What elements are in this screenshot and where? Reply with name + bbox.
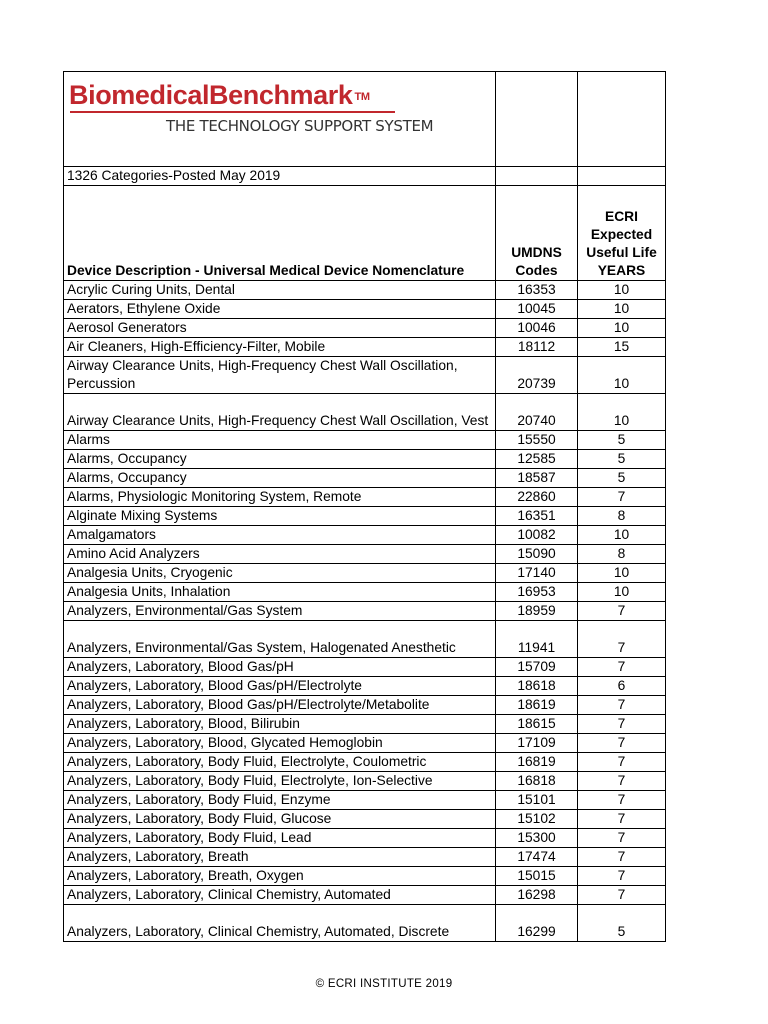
device-description-cell: Analyzers, Laboratory, Clinical Chemistry, Automated, Discrete	[64, 905, 496, 942]
table-row	[64, 431, 666, 450]
table-row	[64, 810, 666, 829]
table-row	[64, 450, 666, 469]
useful-life-cell: 10	[578, 357, 666, 394]
useful-life-cell: 5	[578, 431, 666, 450]
umdns-code-cell: 16298	[496, 886, 578, 905]
umdns-code-cell: 15709	[496, 658, 578, 677]
umdns-code-cell: 18615	[496, 715, 578, 734]
device-description-cell: Analyzers, Laboratory, Body Fluid, Glucose	[64, 810, 496, 829]
device-description-cell: Analyzers, Laboratory, Blood Gas/pH	[64, 658, 496, 677]
useful-life-cell: 7	[578, 696, 666, 715]
table-row	[64, 772, 666, 791]
device-life-table	[63, 71, 666, 942]
useful-life-cell: 7	[578, 848, 666, 867]
umdns-code-cell: 10082	[496, 526, 578, 545]
device-description-cell: Analyzers, Laboratory, Blood, Bilirubin	[64, 715, 496, 734]
device-description-cell: Amino Acid Analyzers	[64, 545, 496, 564]
umdns-code-cell: 16818	[496, 772, 578, 791]
umdns-code-cell: 15015	[496, 867, 578, 886]
logo-trademark: TM	[354, 91, 370, 103]
table-row	[64, 848, 666, 867]
table-row	[64, 867, 666, 886]
device-description-cell: Analyzers, Laboratory, Blood Gas/pH/Electrolyte/Metabolite	[64, 696, 496, 715]
useful-life-cell: 5	[578, 450, 666, 469]
table-row	[64, 564, 666, 583]
umdns-code-cell: 22860	[496, 488, 578, 507]
table-row	[64, 602, 666, 621]
table-row	[64, 677, 666, 696]
table-row	[64, 507, 666, 526]
device-description-cell: Analyzers, Laboratory, Blood Gas/pH/Electrolyte	[64, 677, 496, 696]
table-row	[64, 545, 666, 564]
biomedical-benchmark-logo	[64, 72, 495, 135]
umdns-code-cell: 16819	[496, 753, 578, 772]
useful-life-cell: 10	[578, 394, 666, 431]
umdns-code-cell: 17140	[496, 564, 578, 583]
device-description-cell: Analgesia Units, Inhalation	[64, 583, 496, 602]
useful-life-cell: 7	[578, 602, 666, 621]
umdns-code-cell: 18112	[496, 338, 578, 357]
column-header-codes: UMDNS Codes	[496, 186, 578, 281]
useful-life-cell: 15	[578, 338, 666, 357]
empty-cell	[578, 167, 666, 186]
empty-cell	[578, 72, 666, 167]
useful-life-cell: 10	[578, 281, 666, 300]
table-row	[64, 281, 666, 300]
umdns-code-cell: 17474	[496, 848, 578, 867]
umdns-code-cell: 12585	[496, 450, 578, 469]
device-description-cell: Analyzers, Laboratory, Body Fluid, Electrolyte, Coulometric	[64, 753, 496, 772]
table-row	[64, 753, 666, 772]
device-description-cell: Alginate Mixing Systems	[64, 507, 496, 526]
device-description-cell: Amalgamators	[64, 526, 496, 545]
umdns-code-cell: 15550	[496, 431, 578, 450]
table-row	[64, 357, 666, 394]
table-row	[64, 488, 666, 507]
umdns-code-cell: 15101	[496, 791, 578, 810]
useful-life-cell: 8	[578, 507, 666, 526]
useful-life-cell: 7	[578, 658, 666, 677]
useful-life-cell: 7	[578, 753, 666, 772]
logo-cell	[64, 72, 496, 167]
table-row	[64, 526, 666, 545]
useful-life-cell: 7	[578, 621, 666, 658]
useful-life-cell: 10	[578, 300, 666, 319]
device-description-cell: Alarms, Occupancy	[64, 450, 496, 469]
table-row	[64, 734, 666, 753]
umdns-code-cell: 16351	[496, 507, 578, 526]
device-description-cell: Analyzers, Laboratory, Breath	[64, 848, 496, 867]
umdns-code-cell: 18587	[496, 469, 578, 488]
useful-life-cell: 5	[578, 469, 666, 488]
column-header-description: Device Description - Universal Medical Device Nomenclature	[64, 186, 496, 281]
umdns-code-cell: 20739	[496, 357, 578, 394]
table-row	[64, 829, 666, 848]
category-note-row	[64, 167, 666, 186]
umdns-code-cell: 16953	[496, 583, 578, 602]
table-row	[64, 394, 666, 431]
table-row	[64, 300, 666, 319]
useful-life-cell: 7	[578, 734, 666, 753]
logo-row	[64, 72, 666, 167]
logo-rule	[70, 111, 395, 113]
useful-life-cell: 10	[578, 319, 666, 338]
umdns-code-cell: 16299	[496, 905, 578, 942]
table-row	[64, 715, 666, 734]
device-description-cell: Aerosol Generators	[64, 319, 496, 338]
umdns-code-cell: 16353	[496, 281, 578, 300]
useful-life-cell: 6	[578, 677, 666, 696]
device-description-cell: Air Cleaners, High-Efficiency-Filter, Mobile	[64, 338, 496, 357]
device-description-cell: Analgesia Units, Cryogenic	[64, 564, 496, 583]
useful-life-cell: 7	[578, 867, 666, 886]
umdns-code-cell: 18618	[496, 677, 578, 696]
device-description-cell: Analyzers, Laboratory, Body Fluid, Lead	[64, 829, 496, 848]
column-header-life: ECRI Expected Useful Life YEARS	[578, 186, 666, 281]
umdns-code-cell: 15102	[496, 810, 578, 829]
device-description-cell: Aerators, Ethylene Oxide	[64, 300, 496, 319]
empty-cell	[496, 72, 578, 167]
table-row	[64, 696, 666, 715]
table-row	[64, 621, 666, 658]
useful-life-cell: 10	[578, 564, 666, 583]
device-description-cell: Alarms, Occupancy	[64, 469, 496, 488]
device-description-cell: Analyzers, Environmental/Gas System, Halogenated Anesthetic	[64, 621, 496, 658]
table-row	[64, 583, 666, 602]
useful-life-cell: 7	[578, 791, 666, 810]
umdns-code-cell: 15300	[496, 829, 578, 848]
umdns-code-cell: 18619	[496, 696, 578, 715]
umdns-code-cell: 18959	[496, 602, 578, 621]
column-header-row	[64, 186, 666, 281]
device-description-cell: Analyzers, Laboratory, Body Fluid, Electrolyte, Ion-Selective	[64, 772, 496, 791]
table-row	[64, 886, 666, 905]
empty-cell	[496, 167, 578, 186]
device-description-cell: Alarms	[64, 431, 496, 450]
copyright-footer: © ECRI INSTITUTE 2019	[315, 978, 453, 990]
useful-life-cell: 7	[578, 829, 666, 848]
category-note: 1326 Categories-Posted May 2019	[64, 167, 496, 186]
useful-life-cell: 7	[578, 772, 666, 791]
device-description-cell: Acrylic Curing Units, Dental	[64, 281, 496, 300]
useful-life-cell: 7	[578, 488, 666, 507]
umdns-code-cell: 17109	[496, 734, 578, 753]
useful-life-cell: 7	[578, 886, 666, 905]
device-description-cell: Analyzers, Laboratory, Blood, Glycated Hemoglobin	[64, 734, 496, 753]
useful-life-cell: 7	[578, 715, 666, 734]
useful-life-cell: 8	[578, 545, 666, 564]
device-description-cell: Alarms, Physiologic Monitoring System, Remote	[64, 488, 496, 507]
table-row	[64, 658, 666, 677]
logo-title: BiomedicalBenchmark	[69, 80, 353, 110]
umdns-code-cell: 20740	[496, 394, 578, 431]
umdns-code-cell: 11941	[496, 621, 578, 658]
device-description-cell: Airway Clearance Units, High-Frequency Chest Wall Oscillation, Percussion	[64, 357, 496, 394]
table-row	[64, 905, 666, 942]
table-row	[64, 469, 666, 488]
logo-subtitle: THE TECHNOLOGY SUPPORT SYSTEM	[166, 117, 434, 135]
table-row	[64, 319, 666, 338]
umdns-code-cell: 10046	[496, 319, 578, 338]
useful-life-cell: 5	[578, 905, 666, 942]
device-description-cell: Analyzers, Laboratory, Body Fluid, Enzyme	[64, 791, 496, 810]
useful-life-cell: 10	[578, 526, 666, 545]
useful-life-cell: 7	[578, 810, 666, 829]
useful-life-cell: 10	[578, 583, 666, 602]
table-row	[64, 791, 666, 810]
umdns-code-cell: 15090	[496, 545, 578, 564]
umdns-code-cell: 10045	[496, 300, 578, 319]
device-description-cell: Analyzers, Laboratory, Breath, Oxygen	[64, 867, 496, 886]
table-row	[64, 338, 666, 357]
device-description-cell: Analyzers, Laboratory, Clinical Chemistry, Automated	[64, 886, 496, 905]
device-description-cell: Analyzers, Environmental/Gas System	[64, 602, 496, 621]
device-description-cell: Airway Clearance Units, High-Frequency Chest Wall Oscillation, Vest	[64, 394, 496, 431]
